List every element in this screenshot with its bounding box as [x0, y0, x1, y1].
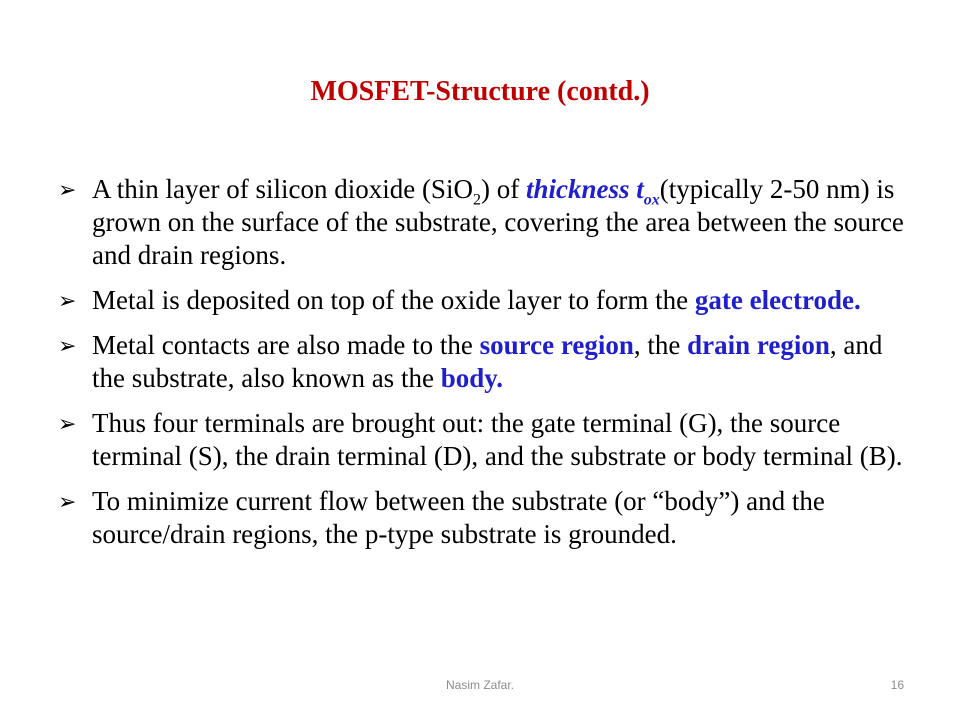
slide-title: MOSFET-Structure (contd.) [310, 76, 650, 107]
bullet-item [58, 284, 908, 317]
arrow-right-icon: ➢ [58, 289, 77, 314]
bullet-text: ) of [480, 174, 526, 204]
bullet-text: To minimize current flow between the substrate (or “body”) and the source/drain regions, the p-type substrate is grounded. [92, 486, 825, 549]
subscript-text: 2 [472, 191, 481, 209]
footer-author: Nasim Zafar. [445, 678, 514, 692]
bullet-item [58, 485, 908, 551]
emphasis-text: gate electrode. [694, 285, 861, 315]
emphasis-text: thickness t [525, 174, 644, 204]
bullet-item [58, 173, 908, 272]
bullet-list [58, 173, 908, 563]
arrow-right-icon: ➢ [58, 334, 77, 359]
bullet-item [58, 407, 908, 473]
bullet-text: Thus four terminals are brought out: the gate terminal (G), the source terminal (S), the drain terminal (D), and the substrate or body terminal (B). [92, 408, 903, 471]
bullet-item [58, 329, 908, 395]
arrow-right-icon: ➢ [58, 178, 77, 203]
emphasis-text: body. [440, 363, 503, 393]
subscript-text: ox [643, 191, 660, 209]
arrow-right-icon: ➢ [58, 490, 77, 515]
emphasis-text: drain region [687, 330, 830, 360]
bullet-text: Metal is deposited on top of the oxide layer to form the [92, 285, 695, 315]
bullet-text: Metal contacts are also made to the [92, 330, 480, 360]
bullet-text: , the [633, 330, 688, 360]
page-number: 16 [890, 678, 904, 692]
bullet-text: A thin layer of silicon dioxide (SiO [92, 174, 473, 204]
bullet-text: (typically 2-50 nm) is grown on the surface of the substrate, covering the area between the source and drain regions. [92, 174, 904, 270]
arrow-right-icon: ➢ [58, 412, 77, 437]
bullet-text: , and the substrate, also known as the [92, 330, 883, 393]
emphasis-text: source region [479, 330, 634, 360]
